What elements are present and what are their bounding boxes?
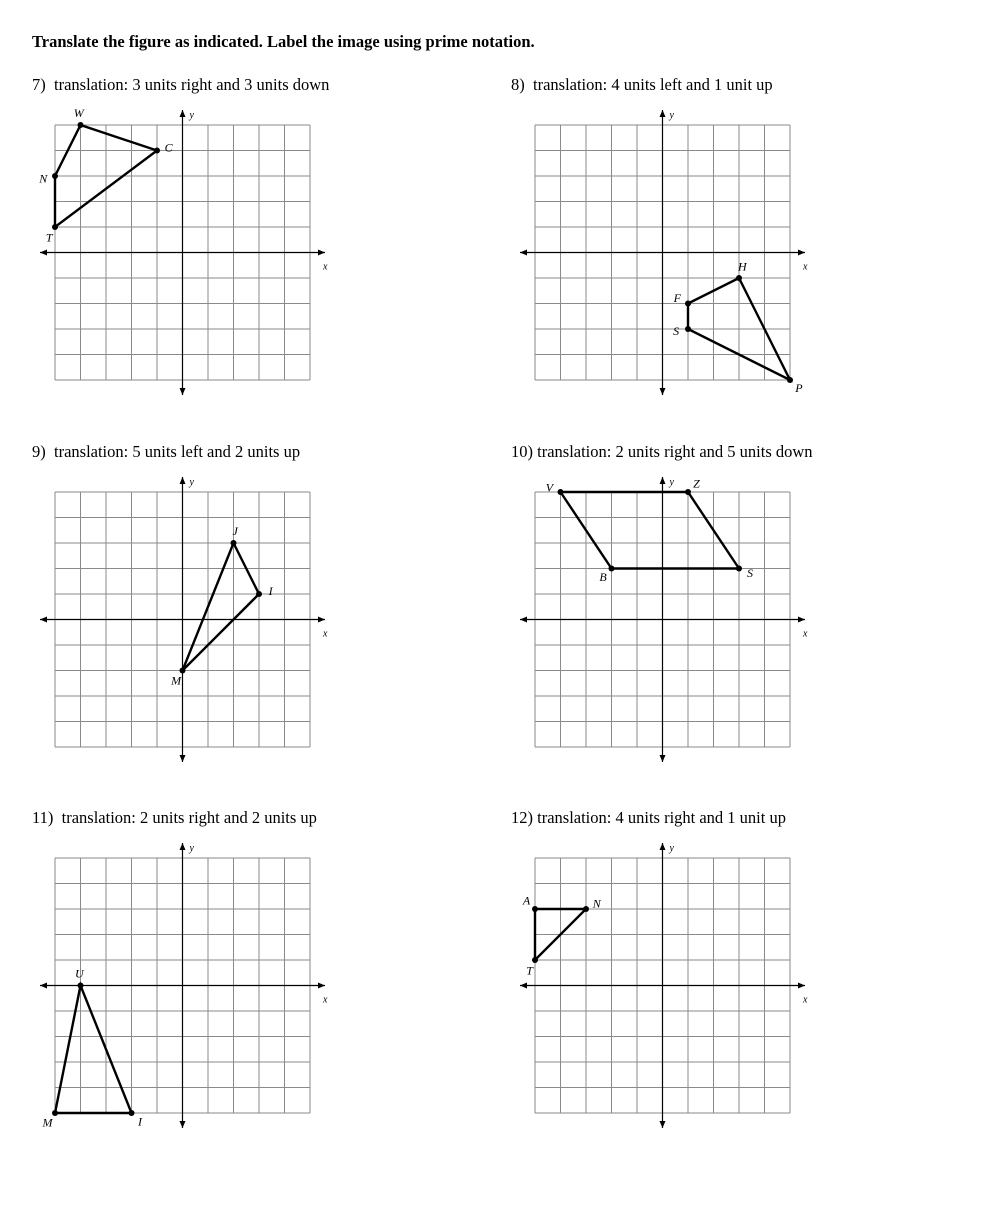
y-axis-arrow-up <box>180 110 186 117</box>
vertex-label-n: N <box>592 896 601 911</box>
x-axis-arrow-left <box>40 617 47 623</box>
vertex-label-t: T <box>526 963 533 978</box>
y-axis-label: y <box>189 110 194 121</box>
figure-outline <box>183 543 260 671</box>
coordinate-grid-8 <box>515 105 815 405</box>
vertex-point-s <box>736 566 742 572</box>
vertex-label-s: S <box>747 566 754 581</box>
vertex-point-w <box>78 122 84 128</box>
problem-9-label: 9) translation: 5 units left and 2 units up <box>32 442 301 461</box>
vertex-point-p <box>787 377 793 383</box>
vertex-label-c: C <box>164 140 173 155</box>
vertex-point-m <box>52 1110 58 1116</box>
vertex-point-s <box>685 326 691 332</box>
y-axis-label: y <box>669 110 674 121</box>
problem-8-label: 8) translation: 4 units left and 1 unit up <box>511 75 773 94</box>
vertex-point-i <box>256 591 262 597</box>
vertex-point-n <box>52 173 58 179</box>
vertex-point-m <box>180 668 186 674</box>
y-axis-label: y <box>669 477 674 488</box>
vertex-point-c <box>154 148 160 154</box>
y-axis-label: y <box>669 843 674 854</box>
vertex-label-p: P <box>795 381 803 396</box>
x-axis-arrow-right <box>318 983 325 989</box>
x-axis-arrow-left <box>40 983 47 989</box>
x-axis-arrow-left <box>520 617 527 623</box>
x-axis-arrow-left <box>40 250 47 256</box>
vertex-point-i <box>129 1110 135 1116</box>
y-axis-label: y <box>189 843 194 854</box>
instructions: Translate the figure as indicated. Label the image using prime notation. <box>32 32 535 51</box>
x-axis-arrow-right <box>798 617 805 623</box>
coordinate-grid-7 <box>35 105 335 405</box>
vertex-label-v: V <box>545 480 554 495</box>
x-axis-label: x <box>803 261 808 273</box>
x-axis-label: x <box>323 628 328 640</box>
y-axis-arrow-down <box>660 755 666 762</box>
x-axis-label: x <box>803 994 808 1006</box>
vertex-point-z <box>685 489 691 495</box>
vertex-label-j: J <box>232 524 238 539</box>
vertex-label-w: W <box>73 106 84 121</box>
figure-outline <box>55 986 132 1114</box>
x-axis-arrow-left <box>520 250 527 256</box>
vertex-label-t: T <box>45 230 53 245</box>
vertex-point-j <box>231 540 237 546</box>
y-axis-arrow-down <box>180 388 186 395</box>
problem-7-label: 7) translation: 3 units right and 3 units down <box>32 75 330 94</box>
coordinate-grid-9 <box>35 472 335 772</box>
vertex-label-u: U <box>74 966 84 981</box>
vertex-point-n <box>583 906 589 912</box>
figure-outline <box>561 492 740 569</box>
y-axis-label: y <box>189 477 194 488</box>
x-axis-arrow-left <box>520 983 527 989</box>
y-axis-arrow-up <box>180 477 186 484</box>
x-axis-label: x <box>323 994 328 1006</box>
x-axis-label: x <box>803 628 808 640</box>
problem-10-label: 10) translation: 2 units right and 5 units down <box>511 442 813 461</box>
vertex-label-i: I <box>268 584 273 599</box>
vertex-point-a <box>532 906 538 912</box>
x-axis-label: x <box>323 261 328 273</box>
vertex-label-h: H <box>737 259 747 274</box>
vertex-point-h <box>736 275 742 281</box>
vertex-label-f: F <box>673 291 681 306</box>
problem-11-label: 11) translation: 2 units right and 2 units up <box>32 808 317 827</box>
vertex-point-u <box>78 983 84 989</box>
vertex-label-b: B <box>599 569 607 584</box>
y-axis-arrow-up <box>660 843 666 850</box>
y-axis-arrow-down <box>660 1121 666 1128</box>
vertex-label-z: Z <box>693 476 700 491</box>
vertex-label-a: A <box>522 893 531 908</box>
vertex-label-n: N <box>39 171 48 186</box>
y-axis-arrow-down <box>180 1121 186 1128</box>
x-axis-arrow-right <box>318 250 325 256</box>
y-axis-arrow-up <box>180 843 186 850</box>
x-axis-arrow-right <box>798 250 805 256</box>
coordinate-grid-11 <box>35 838 335 1138</box>
coordinate-grid-12 <box>515 838 815 1138</box>
x-axis-arrow-right <box>798 983 805 989</box>
vertex-label-s: S <box>673 323 680 338</box>
y-axis-arrow-down <box>180 755 186 762</box>
vertex-label-m: M <box>171 673 182 688</box>
y-axis-arrow-up <box>660 110 666 117</box>
vertex-point-f <box>685 301 691 307</box>
vertex-label-m: M <box>42 1115 53 1130</box>
vertex-point-v <box>558 489 564 495</box>
vertex-point-b <box>609 566 615 572</box>
x-axis-arrow-right <box>318 617 325 623</box>
vertex-point-t <box>52 224 58 230</box>
y-axis-arrow-up <box>660 477 666 484</box>
coordinate-grid-10 <box>515 472 815 772</box>
y-axis-arrow-down <box>660 388 666 395</box>
vertex-label-i: I <box>137 1114 142 1129</box>
problem-12-label: 12) translation: 4 units right and 1 unit up <box>511 808 786 827</box>
vertex-point-t <box>532 957 538 963</box>
